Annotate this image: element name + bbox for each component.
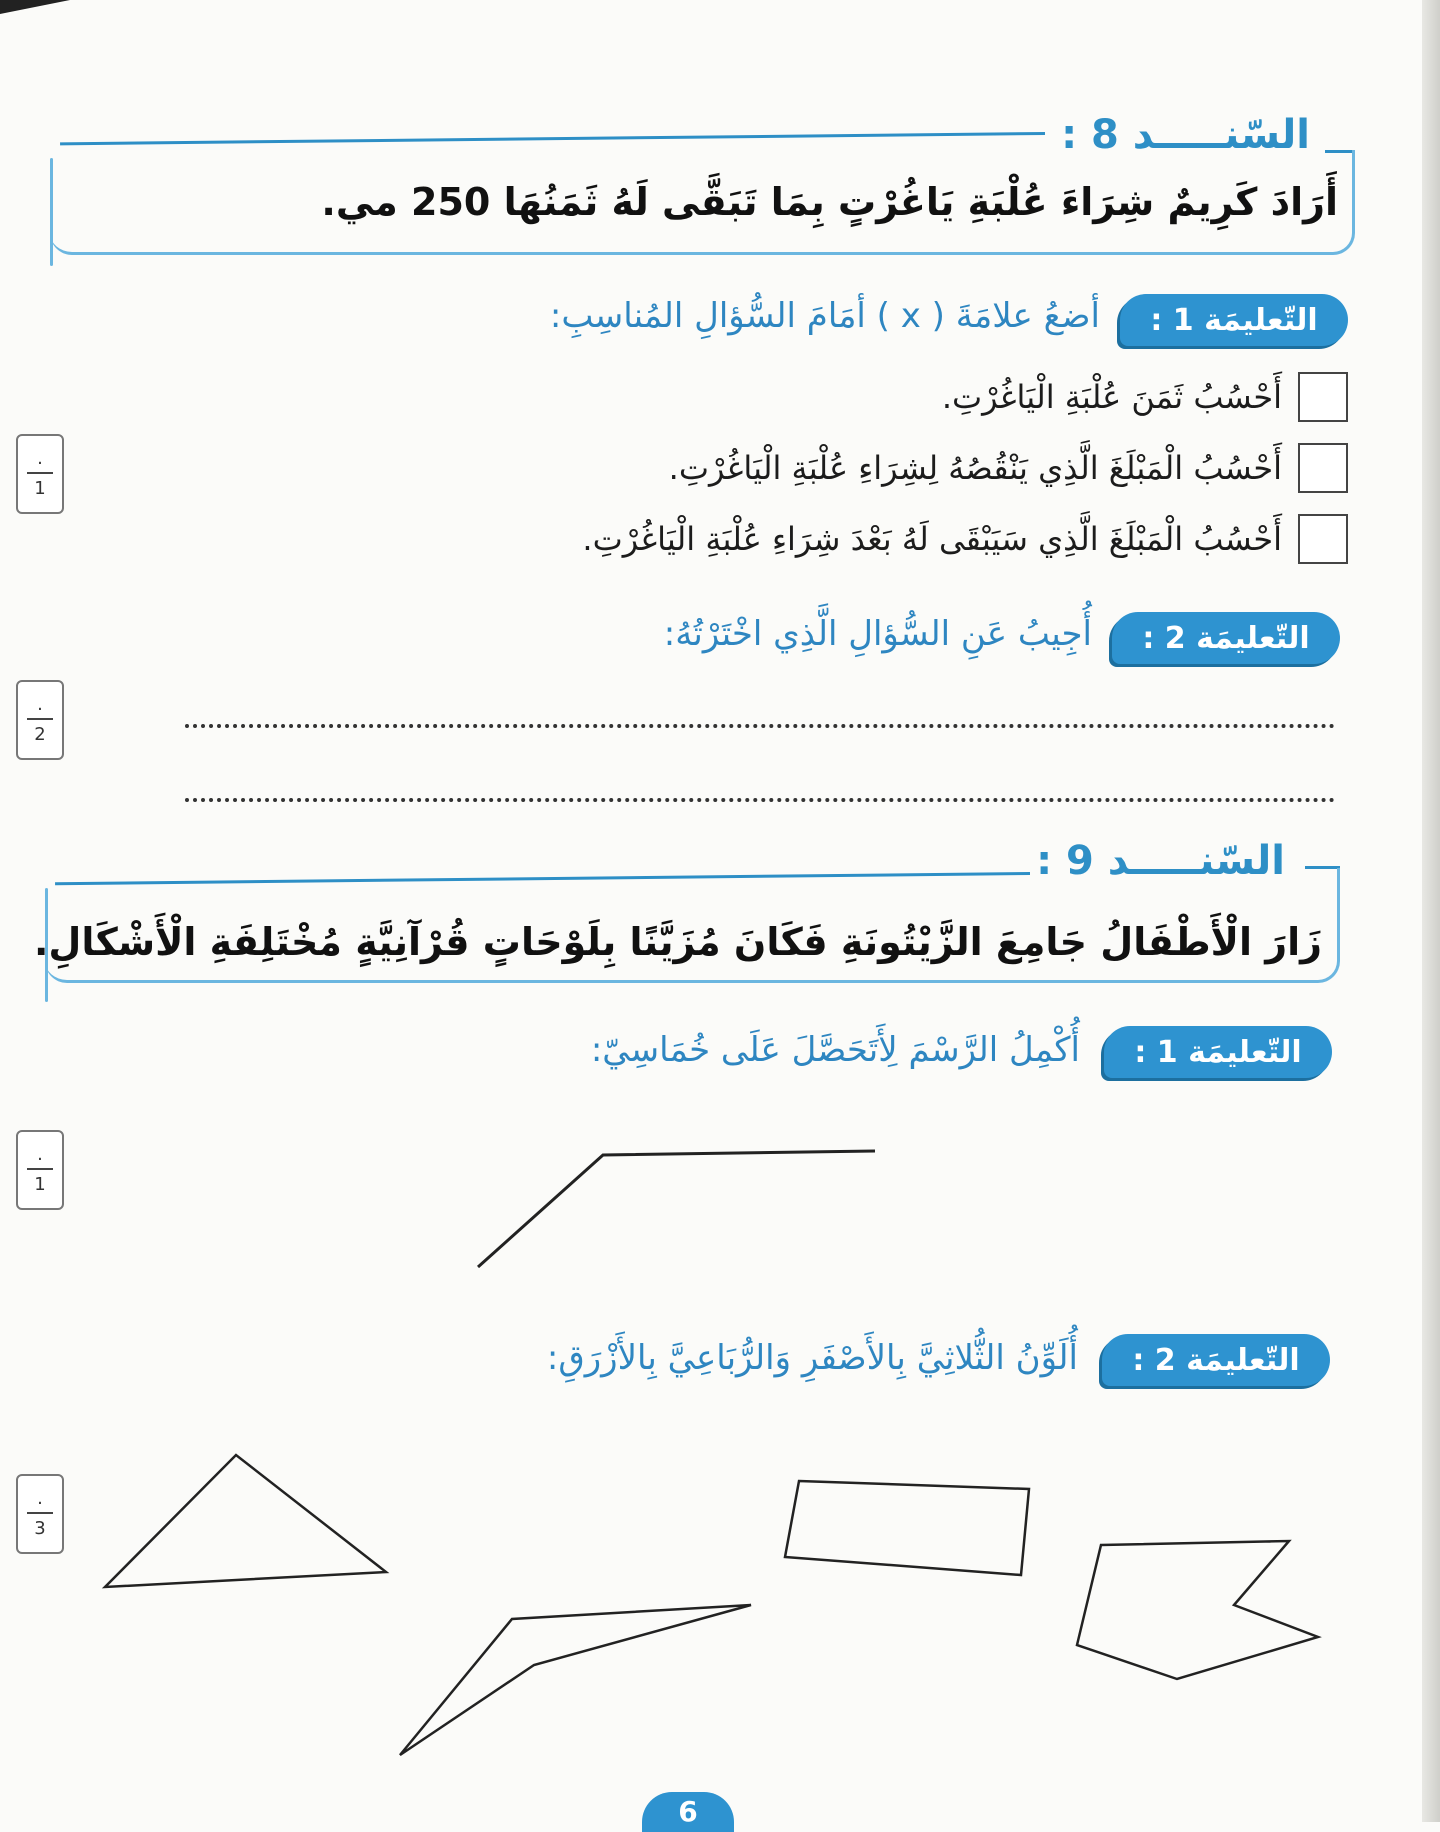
s8-instruction1-badge: التّعليمَة 1 : [1120,294,1348,346]
option2-label: أَحْسُبُ الْمَبْلَغَ الَّذِي يَنْقُصُهُ لِشِرَاءِ عُلْبَةِ الْيَاغُرْتِ. [668,449,1282,487]
s9-instruction2-text: أُلَوِّنُ الثُّلاثِيَّ بِالأَصْفَرِ وَالرُّبَاعِيَّ بِالأَزْرَقِ: [546,1338,1078,1378]
score-dot: . [37,1487,43,1509]
rectangle-shape[interactable] [785,1481,1029,1575]
s8-instruction2-badge: التّعليمَة 2 : [1112,612,1340,664]
score-denominator: 3 [34,1517,46,1539]
s9-instruction2-badge: التّعليمَة 2 : [1102,1334,1330,1386]
page-number: 6 [642,1792,734,1832]
s9-instruction1-text: أُكْمِلُ الرَّسْمَ لِأَتَحَصَّلَ عَلَى خُمَاسِيّ: [590,1030,1080,1070]
score-denominator: 1 [34,1173,46,1195]
option3-label: أَحْسُبُ الْمَبْلَغَ الَّذِي سَيَبْقَى لَهُ بَعْدَ شِرَاءِ عُلْبَةِ الْيَاغُرْتِ. [582,520,1282,558]
incomplete-pentagon-drawing[interactable] [478,1151,875,1267]
option1-label: أَحْسُبُ ثَمَنَ عُلْبَةِ الْيَاغُرْتِ. [941,378,1282,416]
s8-instruction2-text: أُجِيبُ عَنِ السُّؤالِ الَّذِي اخْتَرْتُهُ: [663,614,1092,654]
sanad9-heading: السّنـــــد 9 : [1036,838,1285,884]
score-denominator: 2 [34,723,46,745]
quadrilateral-shape[interactable] [400,1605,751,1755]
sanad9-problem-text: زَارَ الْأَطْفَالُ جَامِعَ الزَّيْتُونَةِ فَكَانَ مُزَيَّنًا بِلَوْحَاتٍ قُرْآنِيَّةٍ مُخْتَلِفَةِ الْأَشْكَالِ. [33,920,1322,964]
score-denominator: 1 [34,477,46,499]
sanad8-heading: السّنـــــد 8 : [1061,112,1310,158]
sanad8-problem-text: أَرَادَ كَرِيمٌ شِرَاءَ عُلْبَةِ يَاغُرْتٍ بِمَا تَبَقَّى لَهُ ثَمَنُهَا 250 مي. [321,180,1338,224]
score-dot: . [37,1143,43,1165]
hexagon-shape[interactable] [1077,1541,1318,1679]
s8-instruction1-text: أضعُ علامَةَ ( x ) أمَامَ السُّؤالِ المُناسِبِ: [549,296,1100,336]
triangle-shape-1[interactable] [105,1455,386,1587]
s9-instruction1-badge: التّعليمَة 1 : [1104,1026,1332,1078]
score-dot: . [37,447,43,469]
score-dot: . [37,693,43,715]
